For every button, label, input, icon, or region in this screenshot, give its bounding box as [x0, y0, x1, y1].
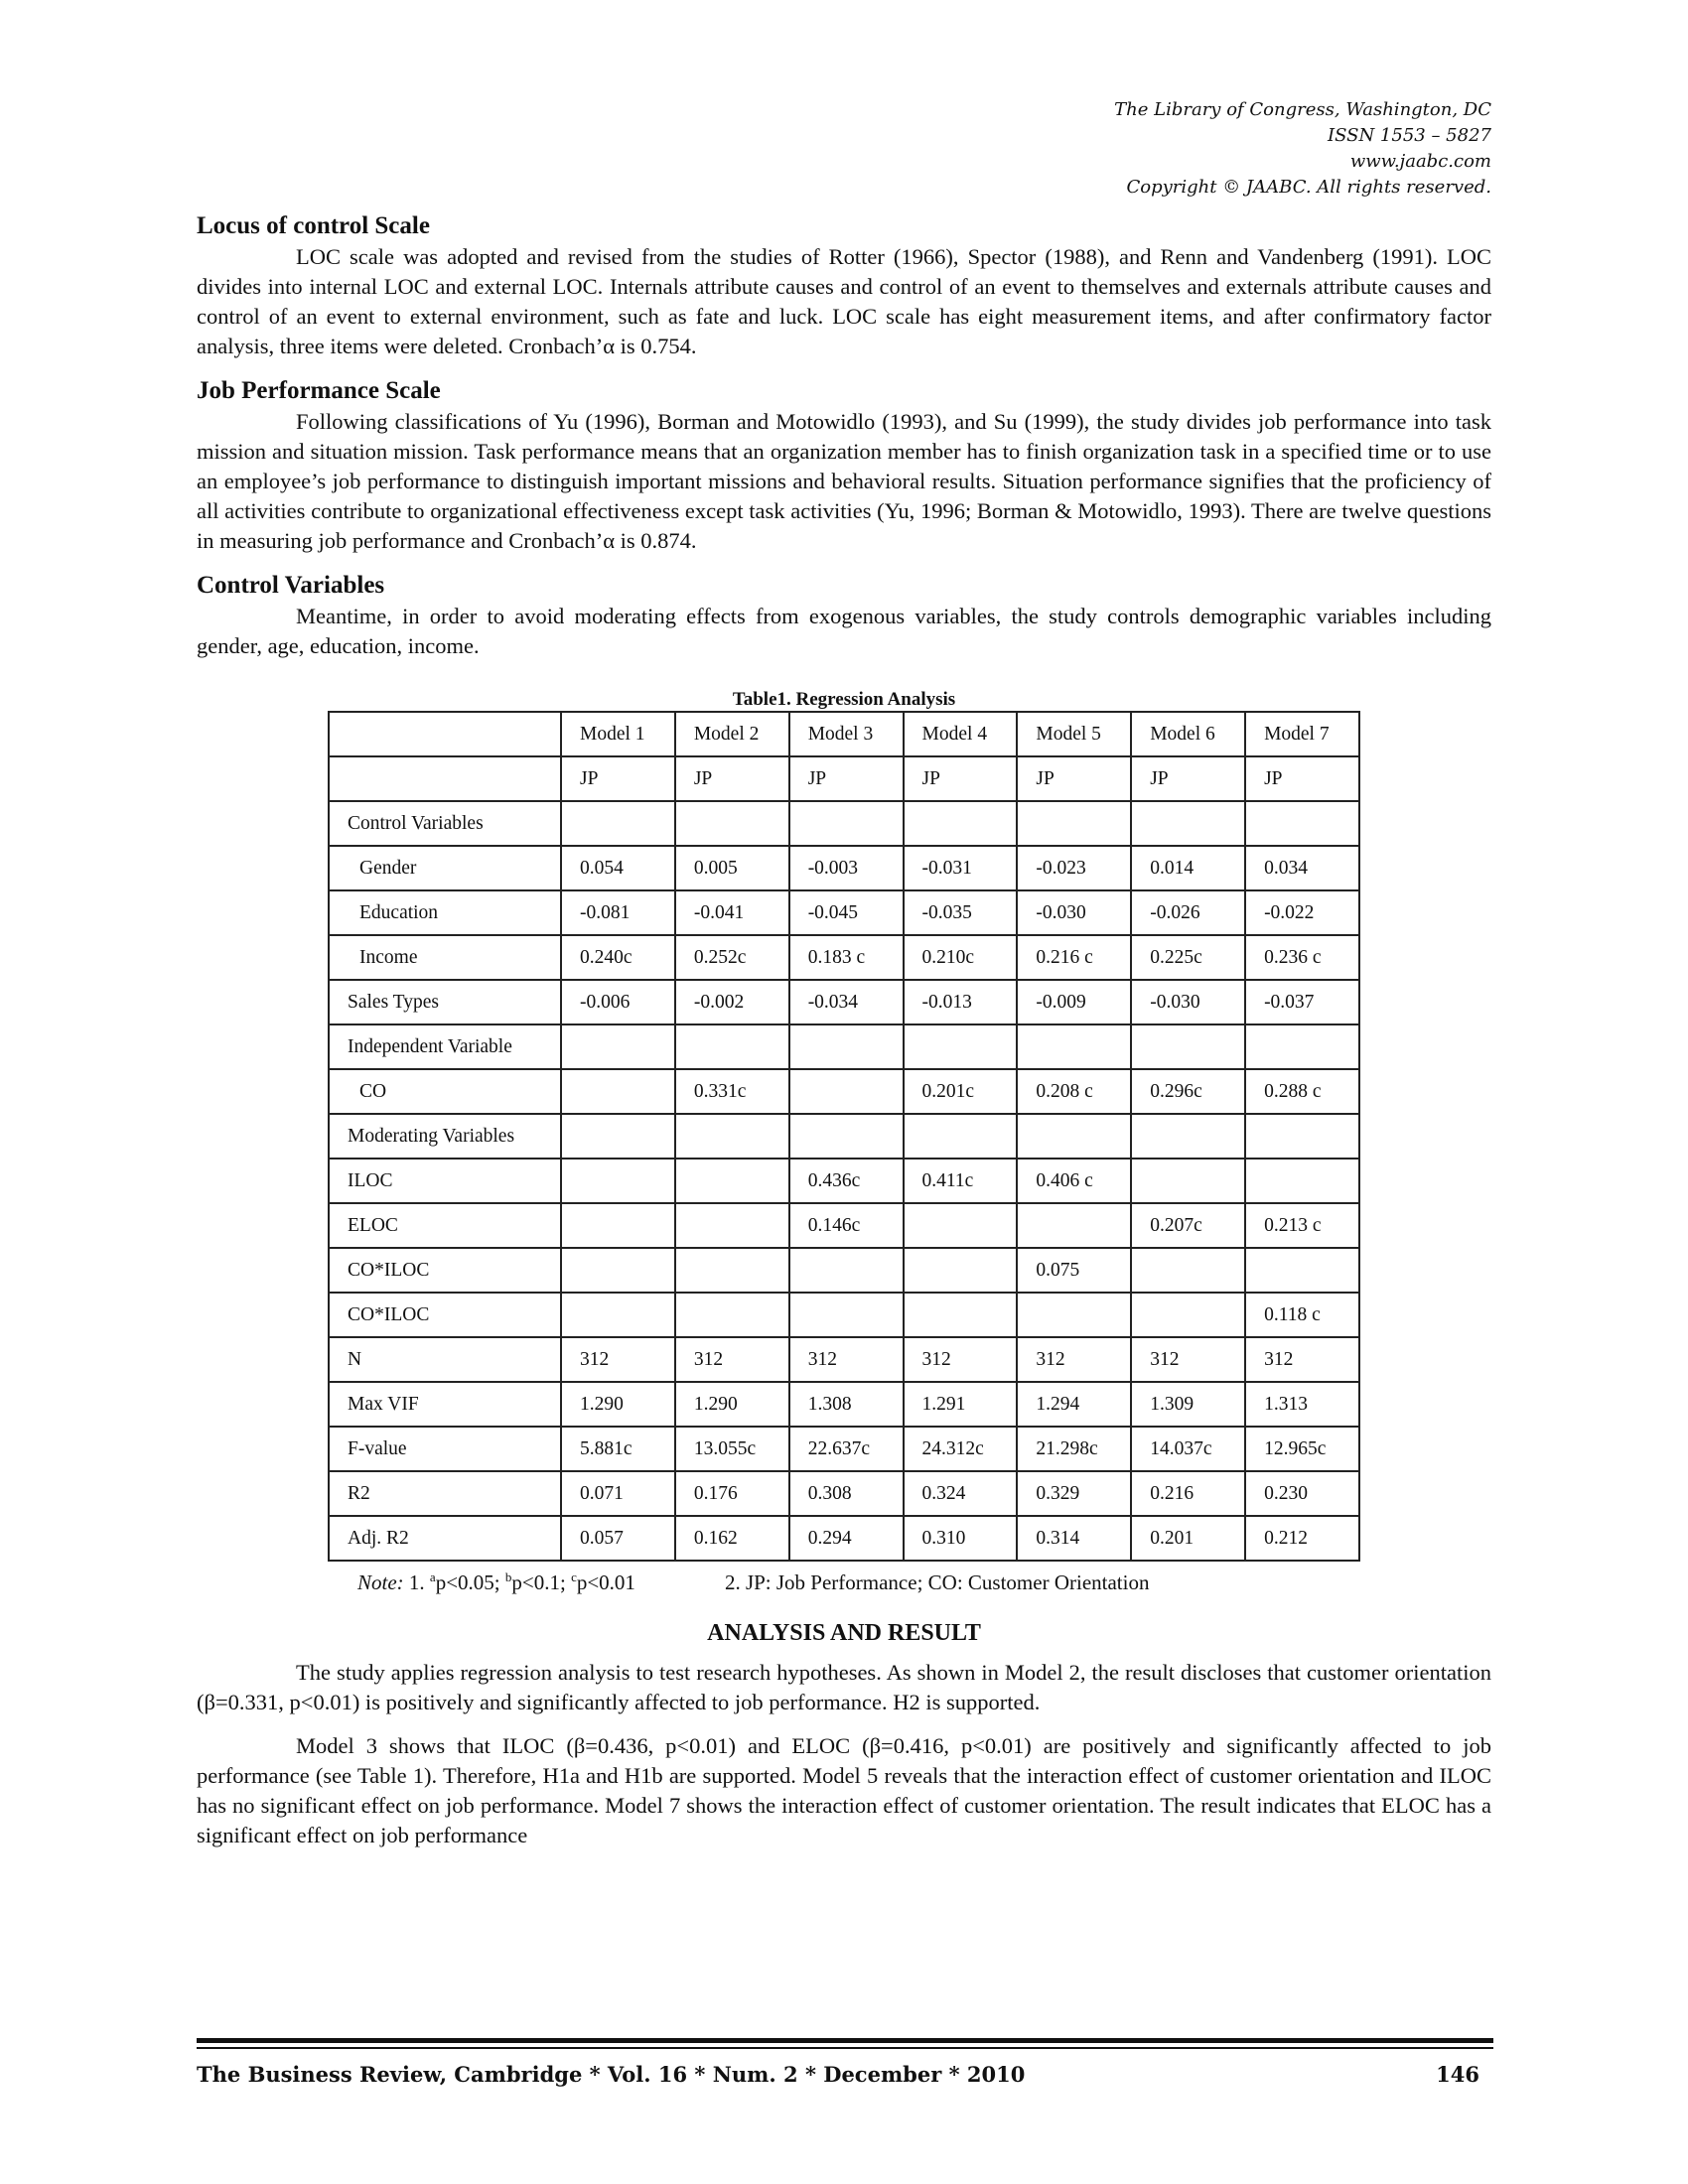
analysis-title: ANALYSIS AND RESULT: [707, 1620, 981, 1646]
table-cell: -0.030: [1131, 980, 1245, 1024]
table-cell: JP: [1017, 756, 1131, 801]
table-row-label: ELOC: [329, 1203, 561, 1248]
table-cell: 0.005: [675, 846, 789, 890]
table-cell: -0.041: [675, 890, 789, 935]
table-cell: 0.208 c: [1017, 1069, 1131, 1114]
table-cell: 0.071: [561, 1471, 675, 1516]
table-cell: 0.034: [1245, 846, 1359, 890]
table-cell: JP: [675, 756, 789, 801]
note-b-text: p<0.1;: [511, 1570, 566, 1594]
table-cell: [1245, 1248, 1359, 1293]
table-cell: 1.308: [789, 1382, 904, 1427]
note-sup-c: c: [571, 1570, 577, 1584]
table-cell: 13.055c: [675, 1427, 789, 1471]
table-cell: [561, 1069, 675, 1114]
table-note: [197, 1564, 1491, 1596]
table-cell: [904, 1114, 1018, 1159]
table-cell: 0.213 c: [1245, 1203, 1359, 1248]
table-row: [329, 1069, 1359, 1114]
table-cell: [789, 801, 904, 846]
table-row-label: [329, 756, 561, 801]
table-cell: 0.210c: [904, 935, 1018, 980]
table-cell: -0.026: [1131, 890, 1245, 935]
table-header-cell: Model 5: [1017, 712, 1131, 756]
table-cell: 0.329: [1017, 1471, 1131, 1516]
table-cell: 312: [561, 1337, 675, 1382]
table-cell: 0.314: [1017, 1516, 1131, 1561]
table-cell: JP: [904, 756, 1018, 801]
table-row: [329, 1293, 1359, 1337]
table-header-cell: Model 6: [1131, 712, 1245, 756]
table-cell: [1245, 1024, 1359, 1069]
table-row: [329, 1471, 1359, 1516]
table-cell: 0.216 c: [1017, 935, 1131, 980]
table-cell: [675, 1114, 789, 1159]
running-header: [1114, 97, 1491, 201]
regression-table: [328, 711, 1360, 1562]
table-row-label: F-value: [329, 1427, 561, 1471]
table-cell: [789, 1069, 904, 1114]
table-cell: 0.294: [789, 1516, 904, 1561]
table-header-cell: Model 3: [789, 712, 904, 756]
table-cell: [561, 1159, 675, 1203]
table-header-cell: Model 1: [561, 712, 675, 756]
note-number: 1.: [408, 1570, 425, 1594]
note-sup-b: b: [504, 1570, 512, 1584]
table-cell: [904, 1248, 1018, 1293]
regression-table-block: [197, 689, 1491, 1596]
table-cell: -0.031: [904, 846, 1018, 890]
analysis-paragraph-2: Model 3 shows that ILOC (β=0.436, p<0.01) and ELOC (β=0.416, p<0.01) are positively and significantly affected to job performance (see Table 1). Therefore, H1a and H1b are supported. Model 5 reveals that the interaction effect of customer orientation and ILOC has no significant effect on job performance. Model 7 shows the interaction effect of customer orientation. The result indicates that ELOC has a significant effect on job performance: [197, 1733, 1491, 1847]
table-cell: JP: [1131, 756, 1245, 801]
table-header-cell: Model 7: [1245, 712, 1359, 756]
jp-heading: Job Performance Scale: [197, 377, 441, 404]
table-row-label: N: [329, 1337, 561, 1382]
table-row: [329, 846, 1359, 890]
table-cell: [1017, 1114, 1131, 1159]
header-library: The Library of Congress, Washington, DC: [1114, 99, 1491, 120]
table-cell: 0.236 c: [1245, 935, 1359, 980]
table-cell: -0.013: [904, 980, 1018, 1024]
table-row: [329, 1427, 1359, 1471]
table-cell: 0.225c: [1131, 935, 1245, 980]
table-row: [329, 1337, 1359, 1382]
cv-heading: Control Variables: [197, 572, 385, 599]
table-cell: [561, 1024, 675, 1069]
table-cell: [1131, 1159, 1245, 1203]
table-row-label: Sales Types: [329, 980, 561, 1024]
table-cell: [904, 801, 1018, 846]
table-cell: 1.290: [675, 1382, 789, 1427]
table-header-cell: [329, 712, 561, 756]
table-header-row: [329, 712, 1359, 756]
note-a-text: p<0.05;: [435, 1570, 500, 1594]
table-cell: 22.637c: [789, 1427, 904, 1471]
table-row-label: R2: [329, 1471, 561, 1516]
table-row-label: Income: [329, 935, 561, 980]
table-cell: 0.183 c: [789, 935, 904, 980]
table-cell: [904, 1024, 1018, 1069]
table-title: Table1. Regression Analysis: [732, 689, 956, 710]
table-cell: -0.006: [561, 980, 675, 1024]
table-cell: 0.240c: [561, 935, 675, 980]
table-cell: 0.075: [1017, 1248, 1131, 1293]
table-row: [329, 1248, 1359, 1293]
table-cell: [561, 1248, 675, 1293]
table-row-label: Adj. R2: [329, 1516, 561, 1561]
table-cell: [675, 1024, 789, 1069]
table-cell: 0.252c: [675, 935, 789, 980]
header-copyright: Copyright © JAABC. All rights reserved.: [1126, 177, 1491, 198]
table-cell: 1.309: [1131, 1382, 1245, 1427]
table-cell: -0.022: [1245, 890, 1359, 935]
table-cell: [1131, 1114, 1245, 1159]
table-cell: [561, 1293, 675, 1337]
table-cell: 0.288 c: [1245, 1069, 1359, 1114]
table-row: [329, 980, 1359, 1024]
table-row: [329, 1159, 1359, 1203]
table-cell: JP: [561, 756, 675, 801]
table-cell: 12.965c: [1245, 1427, 1359, 1471]
table-cell: 0.146c: [789, 1203, 904, 1248]
footer-rule-thin: [197, 2047, 1493, 2049]
loc-paragraph: LOC scale was adopted and revised from the studies of Rotter (1966), Spector (1988), and Renn and Vandenberg (1991). LOC divides into internal LOC and external LOC. Internals attribute causes and control of an event to themselves and externals attribute causes and control of an event to external environment, such as fate and luck. LOC scale has eight measurement items, and after confirmatory factor analysis, three items were deleted. Cronbach’α is 0.754.: [197, 244, 1491, 358]
table-cell: 14.037c: [1131, 1427, 1245, 1471]
table-cell: 0.406 c: [1017, 1159, 1131, 1203]
table-cell: [789, 1293, 904, 1337]
table-cell: -0.002: [675, 980, 789, 1024]
table-cell: [1131, 801, 1245, 846]
table-cell: [1131, 1248, 1245, 1293]
jp-paragraph: Following classifications of Yu (1996), Borman and Motowidlo (1993), and Su (1999), the study divides job performance into task mission and situation mission. Task performance means that an organization member has to finish organization task in a specified time or to use an employee’s job performance to distinguish important missions and behavioral results. Situation performance signifies that the proficiency of all activities contribute to organizational effectiveness except task activities (Yu, 1996; Borman & Motowidlo, 1993). There are twelve questions in measuring job performance and Cronbach’α is 0.874.: [197, 409, 1491, 553]
table-row: [329, 756, 1359, 801]
table-cell: -0.034: [789, 980, 904, 1024]
table-cell: 0.054: [561, 846, 675, 890]
table-cell: -0.023: [1017, 846, 1131, 890]
table-cell: 0.014: [1131, 846, 1245, 890]
table-cell: -0.081: [561, 890, 675, 935]
table-cell: -0.037: [1245, 980, 1359, 1024]
table-row-label: Gender: [329, 846, 561, 890]
table-cell: [1017, 1203, 1131, 1248]
table-cell: 0.201c: [904, 1069, 1018, 1114]
table-cell: 312: [904, 1337, 1018, 1382]
table-cell: -0.003: [789, 846, 904, 890]
table-cell: [675, 1159, 789, 1203]
table-cell: [1131, 1024, 1245, 1069]
table-cell: 0.296c: [1131, 1069, 1245, 1114]
note-lead: Note:: [357, 1570, 404, 1594]
table-cell: -0.045: [789, 890, 904, 935]
table-cell: 1.291: [904, 1382, 1018, 1427]
table-cell: [789, 1024, 904, 1069]
table-cell: 1.313: [1245, 1382, 1359, 1427]
footer-rule-thick: [197, 2038, 1493, 2043]
table-cell: 312: [1245, 1337, 1359, 1382]
table-cell: 24.312c: [904, 1427, 1018, 1471]
table-header-cell: Model 4: [904, 712, 1018, 756]
page-number: 146: [1436, 2062, 1479, 2087]
table-cell: [904, 1293, 1018, 1337]
analysis-paragraph-1: The study applies regression analysis to test research hypotheses. As shown in Model 2, the result discloses that customer orientation (β=0.331, p<0.01) is positively and significantly affected to job performance. H2 is supported.: [197, 1660, 1491, 1714]
table-cell: [561, 1203, 675, 1248]
table-cell: -0.035: [904, 890, 1018, 935]
table-row: [329, 935, 1359, 980]
table-cell: 21.298c: [1017, 1427, 1131, 1471]
table-cell: -0.009: [1017, 980, 1131, 1024]
note-c-text: p<0.01: [576, 1570, 635, 1594]
table-row: [329, 1024, 1359, 1069]
table-cell: [1017, 1293, 1131, 1337]
table-cell: 0.057: [561, 1516, 675, 1561]
note-abbreviations: 2. JP: Job Performance; CO: Customer Orientation: [724, 1570, 1150, 1594]
table-row: [329, 1382, 1359, 1427]
table-cell: [675, 1248, 789, 1293]
table-cell: 0.201: [1131, 1516, 1245, 1561]
table-header-cell: Model 2: [675, 712, 789, 756]
table-row: [329, 890, 1359, 935]
table-row: [329, 801, 1359, 846]
table-cell: JP: [1245, 756, 1359, 801]
header-issn: ISSN 1553 – 5827: [1328, 125, 1491, 146]
table-cell: [675, 1293, 789, 1337]
table-row-label: Control Variables: [329, 801, 561, 846]
table-cell: [675, 801, 789, 846]
table-cell: 312: [789, 1337, 904, 1382]
table-cell: [675, 1203, 789, 1248]
table-cell: [789, 1248, 904, 1293]
table-row: [329, 1516, 1359, 1561]
table-cell: [1245, 1159, 1359, 1203]
body-content: [197, 210, 1491, 1850]
table-cell: -0.030: [1017, 890, 1131, 935]
table-cell: 0.207c: [1131, 1203, 1245, 1248]
table-cell: [561, 1114, 675, 1159]
table-cell: 312: [1131, 1337, 1245, 1382]
table-row-label: Moderating Variables: [329, 1114, 561, 1159]
table-row-label: CO*ILOC: [329, 1248, 561, 1293]
table-cell: 5.881c: [561, 1427, 675, 1471]
table-cell: 0.162: [675, 1516, 789, 1561]
table-row-label: ILOC: [329, 1159, 561, 1203]
table-cell: 0.216: [1131, 1471, 1245, 1516]
table-cell: [904, 1203, 1018, 1248]
table-row-label: Independent Variable: [329, 1024, 561, 1069]
table-cell: 0.230: [1245, 1471, 1359, 1516]
table-cell: 0.176: [675, 1471, 789, 1516]
footer-journal: The Business Review, Cambridge * Vol. 16 * Num. 2 * December * 2010: [197, 2062, 1026, 2087]
table-cell: [1245, 801, 1359, 846]
table-cell: 0.331c: [675, 1069, 789, 1114]
table-row: [329, 1203, 1359, 1248]
table-cell: [1131, 1293, 1245, 1337]
table-row-label: CO: [329, 1069, 561, 1114]
table-cell: 312: [675, 1337, 789, 1382]
cv-paragraph: Meantime, in order to avoid moderating effects from exogenous variables, the study controls demographic variables including gender, age, education, income.: [197, 604, 1491, 658]
table-cell: 0.411c: [904, 1159, 1018, 1203]
table-cell: 0.308: [789, 1471, 904, 1516]
table-cell: 0.310: [904, 1516, 1018, 1561]
table-cell: [1245, 1114, 1359, 1159]
table-cell: 1.290: [561, 1382, 675, 1427]
table-cell: [789, 1114, 904, 1159]
table-row-label: Max VIF: [329, 1382, 561, 1427]
table-cell: 0.212: [1245, 1516, 1359, 1561]
table-cell: 1.294: [1017, 1382, 1131, 1427]
table-row-label: CO*ILOC: [329, 1293, 561, 1337]
table-cell: 0.118 c: [1245, 1293, 1359, 1337]
table-cell: [1017, 801, 1131, 846]
loc-heading: Locus of control Scale: [197, 212, 430, 239]
note-sup-a: a: [429, 1570, 436, 1584]
table-cell: [561, 801, 675, 846]
table-cell: 0.436c: [789, 1159, 904, 1203]
table-row-label: Education: [329, 890, 561, 935]
table-cell: 312: [1017, 1337, 1131, 1382]
table-cell: JP: [789, 756, 904, 801]
header-website: www.jaabc.com: [1349, 151, 1491, 172]
table-row: [329, 1114, 1359, 1159]
table-cell: [1017, 1024, 1131, 1069]
table-cell: 0.324: [904, 1471, 1018, 1516]
